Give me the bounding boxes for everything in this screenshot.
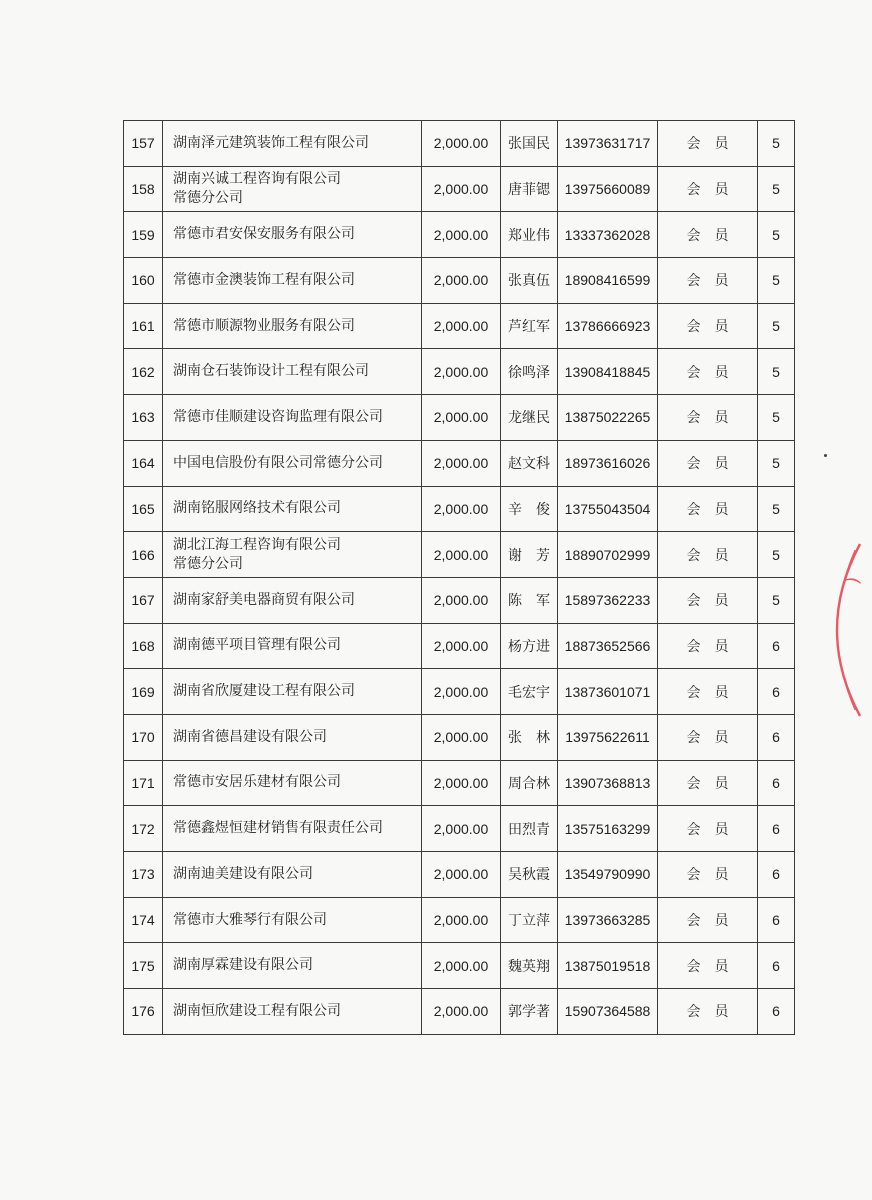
- membership-role-cell: 会员: [658, 395, 758, 441]
- amount-cell: 2,000.00: [422, 212, 501, 258]
- grade-cell: 5: [758, 121, 795, 167]
- phone-cell: 13907368813: [558, 760, 658, 806]
- company-name-cell: [163, 852, 422, 898]
- company-name-line: 湖北江海工程咨询有限公司: [173, 536, 341, 553]
- membership-role-cell: 会员: [658, 258, 758, 304]
- membership-role-cell: 会员: [658, 166, 758, 212]
- membership-role-cell: 会员: [658, 577, 758, 623]
- grade-cell: 6: [758, 669, 795, 715]
- grade-cell: 5: [758, 577, 795, 623]
- company-name-line: 湖南仓石装饰设计工程有限公司: [173, 363, 369, 380]
- company-name-line: 常德市君安保安服务有限公司: [173, 226, 355, 243]
- company-name-cell: [163, 212, 422, 258]
- phone-cell: 13873601071: [558, 669, 658, 715]
- company-name-line: 湖南家舒美电器商贸有限公司: [173, 591, 355, 608]
- contact-person-cell: 吴秋霞: [501, 852, 558, 898]
- row-index-cell: 171: [124, 760, 163, 806]
- table-row: [124, 303, 795, 349]
- company-name-line: 常德市大雅琴行有限公司: [173, 911, 327, 928]
- amount-cell: 2,000.00: [422, 121, 501, 167]
- table-row: [124, 852, 795, 898]
- phone-cell: 13755043504: [558, 486, 658, 532]
- contact-person-cell: 辛 俊: [501, 486, 558, 532]
- phone-cell: 15897362233: [558, 577, 658, 623]
- company-name-cell: [163, 440, 422, 486]
- company-name-cell: [163, 623, 422, 669]
- row-index-cell: 160: [124, 258, 163, 304]
- grade-cell: 6: [758, 806, 795, 852]
- red-seal-stamp: [808, 540, 868, 720]
- phone-cell: 13875019518: [558, 943, 658, 989]
- table-row: [124, 212, 795, 258]
- amount-cell: 2,000.00: [422, 669, 501, 715]
- company-name-line: 湖南迪美建设有限公司: [173, 865, 313, 882]
- amount-cell: 2,000.00: [422, 303, 501, 349]
- row-index-cell: 162: [124, 349, 163, 395]
- contact-person-cell: 田烈青: [501, 806, 558, 852]
- contact-person-cell: 郭学著: [501, 989, 558, 1035]
- company-name-line: 湖南省欣厦建设工程有限公司: [173, 683, 355, 700]
- company-name-cell: [163, 166, 422, 212]
- phone-cell: 13975660089: [558, 166, 658, 212]
- company-name-line: 中国电信股份有限公司常德分公司: [173, 454, 383, 471]
- table-row: [124, 532, 795, 578]
- member-table-body: [124, 121, 795, 1035]
- row-index-cell: 159: [124, 212, 163, 258]
- grade-cell: 5: [758, 303, 795, 349]
- company-name-line: 常德分公司: [173, 190, 243, 207]
- table-row: [124, 989, 795, 1035]
- row-index-cell: 170: [124, 714, 163, 760]
- grade-cell: 6: [758, 943, 795, 989]
- contact-person-cell: 毛宏宇: [501, 669, 558, 715]
- membership-role-cell: 会员: [658, 486, 758, 532]
- company-name-line: 常德市安居乐建材有限公司: [173, 774, 341, 791]
- grade-cell: 6: [758, 897, 795, 943]
- amount-cell: 2,000.00: [422, 623, 501, 669]
- company-name-cell: [163, 349, 422, 395]
- company-name-line: 湖南铭服网络技术有限公司: [173, 500, 341, 517]
- grade-cell: 6: [758, 714, 795, 760]
- row-index-cell: 164: [124, 440, 163, 486]
- row-index-cell: 169: [124, 669, 163, 715]
- row-index-cell: 166: [124, 532, 163, 578]
- amount-cell: 2,000.00: [422, 166, 501, 212]
- row-index-cell: 176: [124, 989, 163, 1035]
- amount-cell: 2,000.00: [422, 806, 501, 852]
- phone-cell: 13875022265: [558, 395, 658, 441]
- membership-role-cell: 会员: [658, 623, 758, 669]
- table-row: [124, 943, 795, 989]
- contact-person-cell: 杨方进: [501, 623, 558, 669]
- company-name-line: 湖南兴诚工程咨询有限公司: [173, 171, 341, 188]
- grade-cell: 5: [758, 212, 795, 258]
- contact-person-cell: 芦红军: [501, 303, 558, 349]
- membership-role-cell: 会员: [658, 669, 758, 715]
- company-name-line: 常德市金澳装饰工程有限公司: [173, 271, 355, 288]
- company-name-cell: [163, 669, 422, 715]
- company-name-cell: [163, 395, 422, 441]
- grade-cell: 5: [758, 532, 795, 578]
- amount-cell: 2,000.00: [422, 440, 501, 486]
- company-name-line: 湖南省德昌建设有限公司: [173, 728, 327, 745]
- company-name-cell: [163, 806, 422, 852]
- contact-person-cell: 周合林: [501, 760, 558, 806]
- row-index-cell: 172: [124, 806, 163, 852]
- company-name-cell: [163, 577, 422, 623]
- company-name-cell: [163, 486, 422, 532]
- phone-cell: 13786666923: [558, 303, 658, 349]
- membership-role-cell: 会员: [658, 349, 758, 395]
- amount-cell: 2,000.00: [422, 349, 501, 395]
- row-index-cell: 174: [124, 897, 163, 943]
- phone-cell: 13908418845: [558, 349, 658, 395]
- table-row: [124, 714, 795, 760]
- grade-cell: 5: [758, 440, 795, 486]
- table-row: [124, 121, 795, 167]
- contact-person-cell: 张 林: [501, 714, 558, 760]
- grade-cell: 6: [758, 623, 795, 669]
- table-row: [124, 806, 795, 852]
- membership-role-cell: 会员: [658, 943, 758, 989]
- company-name-line: 湖南泽元建筑装饰工程有限公司: [173, 134, 369, 151]
- grade-cell: 5: [758, 486, 795, 532]
- amount-cell: 2,000.00: [422, 714, 501, 760]
- phone-cell: 13973631717: [558, 121, 658, 167]
- company-name-cell: [163, 943, 422, 989]
- amount-cell: 2,000.00: [422, 532, 501, 578]
- contact-person-cell: 龙继民: [501, 395, 558, 441]
- membership-role-cell: 会员: [658, 121, 758, 167]
- contact-person-cell: 陈 军: [501, 577, 558, 623]
- contact-person-cell: 赵文科: [501, 440, 558, 486]
- phone-cell: 18908416599: [558, 258, 658, 304]
- grade-cell: 5: [758, 349, 795, 395]
- phone-cell: 13575163299: [558, 806, 658, 852]
- row-index-cell: 167: [124, 577, 163, 623]
- contact-person-cell: 郑业伟: [501, 212, 558, 258]
- table-row: [124, 669, 795, 715]
- contact-person-cell: 唐菲锶: [501, 166, 558, 212]
- amount-cell: 2,000.00: [422, 943, 501, 989]
- grade-cell: 6: [758, 760, 795, 806]
- contact-person-cell: 张真伍: [501, 258, 558, 304]
- grade-cell: 5: [758, 395, 795, 441]
- company-name-cell: [163, 258, 422, 304]
- amount-cell: 2,000.00: [422, 258, 501, 304]
- company-name-cell: [163, 714, 422, 760]
- table-row: [124, 760, 795, 806]
- company-name-line: 常德分公司: [173, 555, 243, 572]
- company-name-cell: [163, 897, 422, 943]
- amount-cell: 2,000.00: [422, 760, 501, 806]
- amount-cell: 2,000.00: [422, 486, 501, 532]
- table-row: [124, 897, 795, 943]
- company-name-line: 常德市佳顺建设咨询监理有限公司: [173, 408, 383, 425]
- contact-person-cell: 谢 芳: [501, 532, 558, 578]
- phone-cell: 18890702999: [558, 532, 658, 578]
- company-name-line: 湖南厚霖建设有限公司: [173, 957, 313, 974]
- contact-person-cell: 丁立萍: [501, 897, 558, 943]
- row-index-cell: 173: [124, 852, 163, 898]
- table-row: [124, 486, 795, 532]
- table-row: [124, 440, 795, 486]
- phone-cell: 18873652566: [558, 623, 658, 669]
- company-name-line: 常德市顺源物业服务有限公司: [173, 317, 355, 334]
- phone-cell: 13975622611: [558, 714, 658, 760]
- row-index-cell: 168: [124, 623, 163, 669]
- membership-role-cell: 会员: [658, 760, 758, 806]
- table-row: [124, 623, 795, 669]
- membership-role-cell: 会员: [658, 440, 758, 486]
- svg-text:(: (: [841, 575, 864, 586]
- table-row: [124, 349, 795, 395]
- phone-cell: 18973616026: [558, 440, 658, 486]
- table-row: [124, 395, 795, 441]
- amount-cell: 2,000.00: [422, 395, 501, 441]
- table-row: [124, 577, 795, 623]
- grade-cell: 6: [758, 852, 795, 898]
- amount-cell: 2,000.00: [422, 989, 501, 1035]
- scan-speck: [824, 454, 827, 457]
- amount-cell: 2,000.00: [422, 897, 501, 943]
- row-index-cell: 158: [124, 166, 163, 212]
- phone-cell: 15907364588: [558, 989, 658, 1035]
- phone-cell: 13973663285: [558, 897, 658, 943]
- company-name-cell: [163, 121, 422, 167]
- company-name-cell: [163, 532, 422, 578]
- table-row: [124, 258, 795, 304]
- membership-role-cell: 会员: [658, 303, 758, 349]
- phone-cell: 13549790990: [558, 852, 658, 898]
- table-row: [124, 166, 795, 212]
- contact-person-cell: 魏英翔: [501, 943, 558, 989]
- row-index-cell: 157: [124, 121, 163, 167]
- membership-role-cell: 会员: [658, 212, 758, 258]
- company-name-line: 湖南德平项目管理有限公司: [173, 637, 341, 654]
- company-name-line: 常德鑫煜恒建材销售有限责任公司: [173, 820, 383, 837]
- membership-role-cell: 会员: [658, 897, 758, 943]
- membership-role-cell: 会员: [658, 714, 758, 760]
- grade-cell: 5: [758, 258, 795, 304]
- amount-cell: 2,000.00: [422, 852, 501, 898]
- company-name-cell: [163, 760, 422, 806]
- member-table: [123, 120, 795, 1035]
- membership-role-cell: 会员: [658, 532, 758, 578]
- membership-role-cell: 会员: [658, 989, 758, 1035]
- row-index-cell: 165: [124, 486, 163, 532]
- company-name-cell: [163, 303, 422, 349]
- row-index-cell: 161: [124, 303, 163, 349]
- row-index-cell: 175: [124, 943, 163, 989]
- contact-person-cell: 徐鸣泽: [501, 349, 558, 395]
- grade-cell: 5: [758, 166, 795, 212]
- membership-role-cell: 会员: [658, 806, 758, 852]
- company-name-cell: [163, 989, 422, 1035]
- phone-cell: 13337362028: [558, 212, 658, 258]
- contact-person-cell: 张国民: [501, 121, 558, 167]
- amount-cell: 2,000.00: [422, 577, 501, 623]
- company-name-line: 湖南恒欣建设工程有限公司: [173, 1002, 341, 1019]
- membership-role-cell: 会员: [658, 852, 758, 898]
- grade-cell: 6: [758, 989, 795, 1035]
- row-index-cell: 163: [124, 395, 163, 441]
